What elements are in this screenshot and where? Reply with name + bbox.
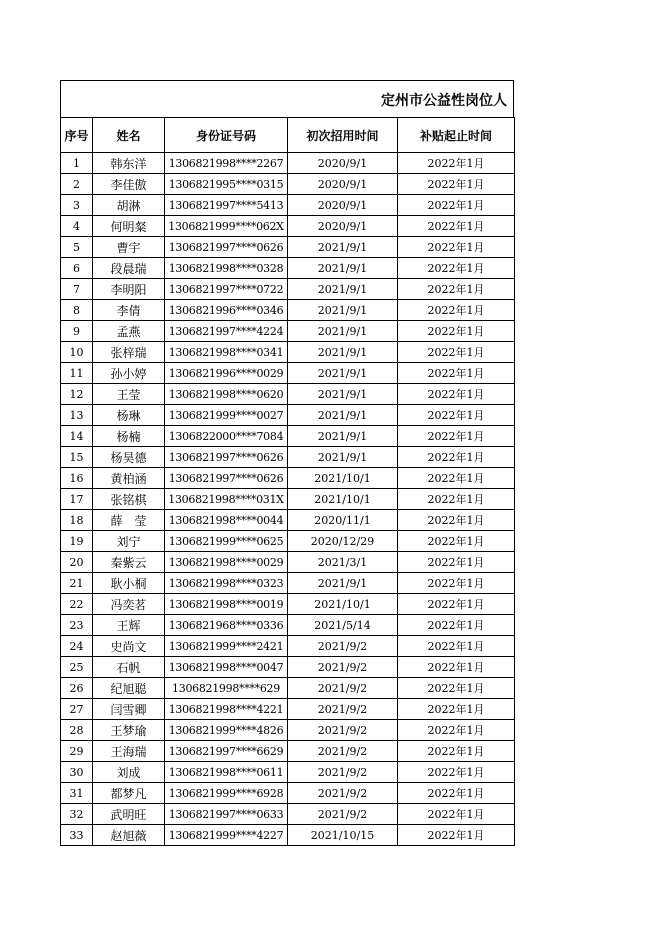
- cell-name[interactable]: 闫雪卿: [93, 699, 165, 720]
- cell-index[interactable]: 29: [61, 741, 93, 762]
- cell-name[interactable]: 李倩: [93, 300, 165, 321]
- cell-subsidy-period[interactable]: 2022年1月: [398, 237, 515, 258]
- table-row: [61, 741, 515, 762]
- table-row: [61, 363, 515, 384]
- cell-id-number[interactable]: 1306821997****0626: [165, 237, 288, 258]
- cell-index[interactable]: 8: [61, 300, 93, 321]
- cell-index[interactable]: 28: [61, 720, 93, 741]
- cell-subsidy-period[interactable]: 2022年1月: [398, 573, 515, 594]
- cell-id-number[interactable]: 1306821997****0633: [165, 804, 288, 825]
- cell-hire-date[interactable]: 2021/9/1: [288, 384, 398, 405]
- cell-id-number[interactable]: 1306821998****0328: [165, 258, 288, 279]
- cell-index[interactable]: 17: [61, 489, 93, 510]
- cell-id-number[interactable]: 1306821999****0027: [165, 405, 288, 426]
- cell-subsidy-period[interactable]: 2022年1月: [398, 426, 515, 447]
- cell-id-number[interactable]: 1306821998****0029: [165, 552, 288, 573]
- cell-hire-date[interactable]: 2021/10/1: [288, 489, 398, 510]
- cell-subsidy-period[interactable]: 2022年1月: [398, 741, 515, 762]
- cell-subsidy-period[interactable]: 2022年1月: [398, 804, 515, 825]
- cell-id-number[interactable]: 1306821998****0044: [165, 510, 288, 531]
- table-row: [61, 573, 515, 594]
- cell-name[interactable]: 杨楠: [93, 426, 165, 447]
- table-row: [61, 174, 515, 195]
- cell-index[interactable]: 11: [61, 363, 93, 384]
- cell-hire-date[interactable]: 2021/3/1: [288, 552, 398, 573]
- cell-subsidy-period[interactable]: 2022年1月: [398, 678, 515, 699]
- cell-hire-date[interactable]: 2020/9/1: [288, 174, 398, 195]
- cell-hire-date[interactable]: 2021/9/1: [288, 573, 398, 594]
- cell-name[interactable]: 王莹: [93, 384, 165, 405]
- cell-id-number[interactable]: 1306821968****0336: [165, 615, 288, 636]
- cell-name[interactable]: 刘成: [93, 762, 165, 783]
- cell-hire-date[interactable]: 2021/9/1: [288, 237, 398, 258]
- cell-hire-date[interactable]: 2021/9/2: [288, 678, 398, 699]
- cell-id-number[interactable]: 1306821999****0625: [165, 531, 288, 552]
- cell-subsidy-period[interactable]: 2022年1月: [398, 195, 515, 216]
- cell-subsidy-period[interactable]: 2022年1月: [398, 531, 515, 552]
- cell-hire-date[interactable]: 2021/9/2: [288, 636, 398, 657]
- cell-hire-date[interactable]: 2021/9/1: [288, 342, 398, 363]
- cell-name[interactable]: 史尚文: [93, 636, 165, 657]
- cell-name[interactable]: 韩东洋: [93, 153, 165, 174]
- cell-name[interactable]: 赵旭薇: [93, 825, 165, 846]
- table-row: [61, 657, 515, 678]
- table-row: [61, 342, 515, 363]
- cell-id-number[interactable]: 1306821998****0047: [165, 657, 288, 678]
- cell-index[interactable]: 27: [61, 699, 93, 720]
- cell-hire-date[interactable]: 2021/9/1: [288, 447, 398, 468]
- table-row: [61, 531, 515, 552]
- cell-id-number[interactable]: 1306821998****0341: [165, 342, 288, 363]
- table-row: [61, 762, 515, 783]
- cell-id-number[interactable]: 1306822000****7084: [165, 426, 288, 447]
- title-row: [60, 80, 514, 117]
- cell-id-number[interactable]: 1306821998****0611: [165, 762, 288, 783]
- cell-hire-date[interactable]: 2021/9/1: [288, 279, 398, 300]
- cell-subsidy-period[interactable]: 2022年1月: [398, 447, 515, 468]
- spreadsheet: [60, 80, 514, 846]
- cell-index[interactable]: 24: [61, 636, 93, 657]
- sheet-title: 定州市公益性岗位人: [381, 93, 507, 109]
- cell-subsidy-period[interactable]: 2022年1月: [398, 342, 515, 363]
- header-row: [61, 118, 515, 153]
- cell-index[interactable]: 32: [61, 804, 93, 825]
- cell-subsidy-period[interactable]: 2022年1月: [398, 384, 515, 405]
- cell-subsidy-period[interactable]: 2022年1月: [398, 258, 515, 279]
- header-index: 序号: [61, 118, 93, 153]
- cell-hire-date[interactable]: 2020/12/29: [288, 531, 398, 552]
- cell-name[interactable]: 杨琳: [93, 405, 165, 426]
- table-row: [61, 468, 515, 489]
- cell-subsidy-period[interactable]: 2022年1月: [398, 321, 515, 342]
- table-row: [61, 615, 515, 636]
- cell-subsidy-period[interactable]: 2022年1月: [398, 615, 515, 636]
- cell-hire-date[interactable]: 2021/9/1: [288, 405, 398, 426]
- cell-id-number[interactable]: 1306821997****5413: [165, 195, 288, 216]
- cell-hire-date[interactable]: 2020/9/1: [288, 195, 398, 216]
- cell-name[interactable]: 张铭棋: [93, 489, 165, 510]
- cell-index[interactable]: 25: [61, 657, 93, 678]
- table-row: [61, 426, 515, 447]
- cell-subsidy-period[interactable]: 2022年1月: [398, 489, 515, 510]
- cell-id-number[interactable]: 1306821998****0323: [165, 573, 288, 594]
- cell-name[interactable]: 王梦瑜: [93, 720, 165, 741]
- table-row: [61, 405, 515, 426]
- cell-name[interactable]: 杨昊德: [93, 447, 165, 468]
- cell-index[interactable]: 13: [61, 405, 93, 426]
- cell-subsidy-period[interactable]: 2022年1月: [398, 153, 515, 174]
- cell-id-number[interactable]: 1306821999****2421: [165, 636, 288, 657]
- cell-index[interactable]: 9: [61, 321, 93, 342]
- cell-name[interactable]: 李明阳: [93, 279, 165, 300]
- cell-hire-date[interactable]: 2021/9/2: [288, 804, 398, 825]
- table-row: [61, 300, 515, 321]
- cell-subsidy-period[interactable]: 2022年1月: [398, 468, 515, 489]
- cell-subsidy-period[interactable]: 2022年1月: [398, 552, 515, 573]
- cell-name[interactable]: 都梦凡: [93, 783, 165, 804]
- table-row: [61, 384, 515, 405]
- table-row: [61, 804, 515, 825]
- cell-name[interactable]: 何明粲: [93, 216, 165, 237]
- table-row: [61, 699, 515, 720]
- cell-index[interactable]: 26: [61, 678, 93, 699]
- table-row: [61, 258, 515, 279]
- cell-index[interactable]: 14: [61, 426, 93, 447]
- cell-id-number[interactable]: 1306821999****062X: [165, 216, 288, 237]
- cell-subsidy-period[interactable]: 2022年1月: [398, 300, 515, 321]
- table-row: [61, 321, 515, 342]
- cell-hire-date[interactable]: 2021/9/1: [288, 363, 398, 384]
- cell-hire-date[interactable]: 2021/9/2: [288, 699, 398, 720]
- table-row: [61, 678, 515, 699]
- cell-name[interactable]: 王辉: [93, 615, 165, 636]
- table-row: [61, 279, 515, 300]
- header-hire-date: 初次招用时间: [288, 118, 398, 153]
- table-body: [61, 153, 515, 846]
- cell-id-number[interactable]: 1306821996****0029: [165, 363, 288, 384]
- roster-table: [60, 117, 515, 846]
- table-row: [61, 510, 515, 531]
- table-row: [61, 447, 515, 468]
- cell-name[interactable]: 孙小婷: [93, 363, 165, 384]
- cell-index[interactable]: 1: [61, 153, 93, 174]
- cell-subsidy-period[interactable]: 2022年1月: [398, 174, 515, 195]
- table-row: [61, 552, 515, 573]
- cell-subsidy-period[interactable]: 2022年1月: [398, 699, 515, 720]
- table-row: [61, 783, 515, 804]
- cell-subsidy-period[interactable]: 2022年1月: [398, 636, 515, 657]
- table-row: [61, 825, 515, 846]
- cell-name[interactable]: 冯奕茗: [93, 594, 165, 615]
- cell-id-number[interactable]: 1306821995****0315: [165, 174, 288, 195]
- cell-name[interactable]: 耿小桐: [93, 573, 165, 594]
- table-row: [61, 153, 515, 174]
- cell-name[interactable]: 王海瑞: [93, 741, 165, 762]
- cell-id-number[interactable]: 1306821998****0019: [165, 594, 288, 615]
- cell-id-number[interactable]: 1306821997****4224: [165, 321, 288, 342]
- cell-hire-date[interactable]: 2021/9/2: [288, 762, 398, 783]
- cell-name[interactable]: 段晨瑞: [93, 258, 165, 279]
- cell-name[interactable]: 秦紫云: [93, 552, 165, 573]
- cell-hire-date[interactable]: 2021/9/2: [288, 741, 398, 762]
- cell-hire-date[interactable]: 2021/9/1: [288, 426, 398, 447]
- cell-subsidy-period[interactable]: 2022年1月: [398, 405, 515, 426]
- cell-index[interactable]: 18: [61, 510, 93, 531]
- header-name: 姓名: [93, 118, 165, 153]
- cell-id-number[interactable]: 1306821999****4227: [165, 825, 288, 846]
- cell-subsidy-period[interactable]: 2022年1月: [398, 216, 515, 237]
- cell-id-number[interactable]: 1306821998****2267: [165, 153, 288, 174]
- table-row: [61, 636, 515, 657]
- cell-subsidy-period[interactable]: 2022年1月: [398, 594, 515, 615]
- cell-name[interactable]: 石帆: [93, 657, 165, 678]
- cell-name[interactable]: 李佳傲: [93, 174, 165, 195]
- cell-index[interactable]: 21: [61, 573, 93, 594]
- cell-hire-date[interactable]: 2021/9/1: [288, 258, 398, 279]
- cell-id-number[interactable]: 1306821996****0346: [165, 300, 288, 321]
- cell-subsidy-period[interactable]: 2022年1月: [398, 720, 515, 741]
- cell-name[interactable]: 黄柏涵: [93, 468, 165, 489]
- cell-index[interactable]: 23: [61, 615, 93, 636]
- cell-name[interactable]: 胡淋: [93, 195, 165, 216]
- cell-index[interactable]: 19: [61, 531, 93, 552]
- cell-id-number[interactable]: 1306821998****629: [165, 678, 288, 699]
- cell-index[interactable]: 3: [61, 195, 93, 216]
- cell-id-number[interactable]: 1306821999****6928: [165, 783, 288, 804]
- cell-index[interactable]: 5: [61, 237, 93, 258]
- cell-hire-date[interactable]: 2021/9/1: [288, 321, 398, 342]
- cell-subsidy-period[interactable]: 2022年1月: [398, 762, 515, 783]
- cell-name[interactable]: 曹宇: [93, 237, 165, 258]
- cell-hire-date[interactable]: 2021/9/2: [288, 783, 398, 804]
- cell-hire-date[interactable]: 2021/9/2: [288, 720, 398, 741]
- table-row: [61, 720, 515, 741]
- cell-index[interactable]: 30: [61, 762, 93, 783]
- table-row: [61, 594, 515, 615]
- cell-subsidy-period[interactable]: 2022年1月: [398, 657, 515, 678]
- cell-hire-date[interactable]: 2020/9/1: [288, 153, 398, 174]
- table-row: [61, 195, 515, 216]
- cell-id-number[interactable]: 1306821998****0620: [165, 384, 288, 405]
- cell-id-number[interactable]: 1306821998****4221: [165, 699, 288, 720]
- cell-name[interactable]: 孟燕: [93, 321, 165, 342]
- table-row: [61, 216, 515, 237]
- cell-subsidy-period[interactable]: 2022年1月: [398, 783, 515, 804]
- cell-name[interactable]: 薛 莹: [93, 510, 165, 531]
- cell-hire-date[interactable]: 2021/9/2: [288, 657, 398, 678]
- cell-hire-date[interactable]: 2021/5/14: [288, 615, 398, 636]
- cell-index[interactable]: 33: [61, 825, 93, 846]
- cell-index[interactable]: 15: [61, 447, 93, 468]
- cell-id-number[interactable]: 1306821997****0626: [165, 447, 288, 468]
- cell-index[interactable]: 20: [61, 552, 93, 573]
- cell-hire-date[interactable]: 2020/9/1: [288, 216, 398, 237]
- cell-hire-date[interactable]: 2021/10/15: [288, 825, 398, 846]
- cell-index[interactable]: 10: [61, 342, 93, 363]
- cell-id-number[interactable]: 1306821998****031X: [165, 489, 288, 510]
- cell-hire-date[interactable]: 2021/10/1: [288, 594, 398, 615]
- cell-index[interactable]: 7: [61, 279, 93, 300]
- cell-id-number[interactable]: 1306821997****6629: [165, 741, 288, 762]
- header-subsidy-period: 补贴起止时间: [398, 118, 515, 153]
- table-row: [61, 237, 515, 258]
- cell-index[interactable]: 6: [61, 258, 93, 279]
- cell-index[interactable]: 22: [61, 594, 93, 615]
- cell-index[interactable]: 12: [61, 384, 93, 405]
- cell-subsidy-period[interactable]: 2022年1月: [398, 279, 515, 300]
- cell-hire-date[interactable]: 2020/11/1: [288, 510, 398, 531]
- cell-id-number[interactable]: 1306821999****4826: [165, 720, 288, 741]
- table-row: [61, 489, 515, 510]
- cell-index[interactable]: 4: [61, 216, 93, 237]
- cell-id-number[interactable]: 1306821997****0626: [165, 468, 288, 489]
- header-id-number: 身份证号码: [165, 118, 288, 153]
- cell-subsidy-period[interactable]: 2022年1月: [398, 825, 515, 846]
- cell-subsidy-period[interactable]: 2022年1月: [398, 363, 515, 384]
- cell-hire-date[interactable]: 2021/9/1: [288, 300, 398, 321]
- cell-subsidy-period[interactable]: 2022年1月: [398, 510, 515, 531]
- cell-name[interactable]: 刘宁: [93, 531, 165, 552]
- cell-id-number[interactable]: 1306821997****0722: [165, 279, 288, 300]
- cell-name[interactable]: 纪旭聪: [93, 678, 165, 699]
- cell-name[interactable]: 武明旺: [93, 804, 165, 825]
- cell-hire-date[interactable]: 2021/10/1: [288, 468, 398, 489]
- cell-name[interactable]: 张梓瑞: [93, 342, 165, 363]
- cell-index[interactable]: 31: [61, 783, 93, 804]
- cell-index[interactable]: 2: [61, 174, 93, 195]
- cell-index[interactable]: 16: [61, 468, 93, 489]
